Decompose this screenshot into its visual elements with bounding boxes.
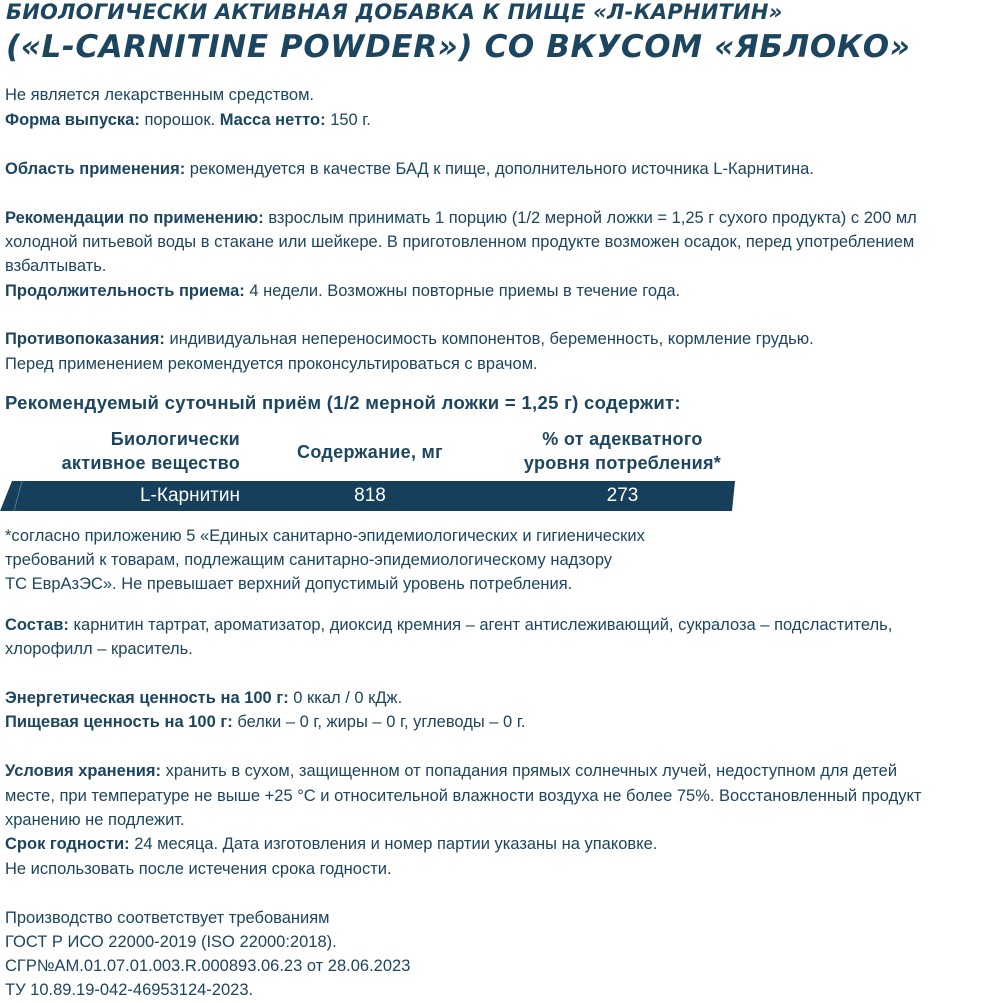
- footnote-line-3: ТС ЕврАзЭС». Не превышает верхний допустимый уровень потребления.: [5, 575, 573, 593]
- application-value: рекомендуется в качестве БАД к пище, дополнительного источника L-Карнитина.: [185, 160, 814, 178]
- shelf-life-line-2: Не использовать после истечения срока годности.: [5, 860, 392, 878]
- application-label: Область применения:: [5, 160, 186, 178]
- energy-line: [5, 686, 402, 711]
- shelf-life-label: Срок годности:: [5, 835, 130, 853]
- form-label: Форма выпуска:: [5, 111, 140, 129]
- energy-label: Энергетическая ценность на 100 г:: [5, 689, 289, 707]
- table-header-percent-line-1: % от адекватного: [542, 429, 703, 449]
- storage-text-1: хранить в сухом, защищенном от попадания прямых солнечных лучей, недоступном для детей: [161, 762, 898, 780]
- food-value-label: Пищевая ценность на 100 г:: [5, 713, 233, 731]
- recommendations-line-1: [5, 206, 917, 231]
- contraindications-text-1: индивидуальная непереносимость компонентов, беременность, кормление грудью.: [164, 330, 814, 348]
- application-line: [5, 157, 814, 182]
- table-header-substance: [30, 427, 240, 475]
- table-heading: Рекомендуемый суточный приём (1/2 мерной ложки = 1,25 г) содержит:: [5, 392, 681, 413]
- mass-value: 150 г.: [325, 111, 371, 129]
- recommendations-label: Рекомендации по применению:: [5, 209, 264, 227]
- storage-line-2: месте, при температуре не выше +25 °С и относительной влажности воздуха не более 75%. Восстановленный продукт: [5, 787, 922, 805]
- table-header-substance-line-1: Биологически: [110, 429, 240, 449]
- food-value-text: белки – 0 г, жиры – 0 г, углеводы – 0 г.: [232, 713, 526, 731]
- form-and-mass-line: [5, 108, 371, 133]
- table-header-substance-line-2: активное вещество: [61, 453, 240, 473]
- product-title-line-1: БИОЛОГИЧЕСКИ АКТИВНАЯ ДОБАВКА К ПИЩЕ «Л-КАРНИТИН»: [6, 0, 783, 24]
- table-cell-mg: 818: [354, 485, 386, 506]
- production-line-2: ГОСТ Р ИСО 22000-2019 (ISO 22000:2018).: [5, 933, 337, 951]
- composition-text-1: карнитин тартрат, ароматизатор, диоксид кремния – агент антислеживающий, сукралоза – подсластитель,: [68, 616, 893, 634]
- not-medicine-note: Не является лекарственным средством.: [5, 86, 315, 104]
- product-title-line-2: («L-CARNITINE POWDER») СО ВКУСОМ «ЯБЛОКО»: [6, 29, 911, 65]
- storage-label: Условия хранения:: [5, 762, 162, 780]
- table-header-percent-line-2: уровня потребления*: [523, 453, 722, 473]
- mass-label: Масса нетто:: [219, 111, 326, 129]
- energy-value: 0 ккал / 0 кДж.: [288, 689, 403, 707]
- recommendations-text-1: взрослым принимать 1 порцию (1/2 мерной ложки = 1,25 г сухого продукта) с 200 мл: [263, 209, 917, 227]
- production-line-3: СГР№AM.01.07.01.003.R.000893.06.23 от 28.06.2023: [5, 957, 411, 975]
- shelf-life-value: 24 месяца. Дата изготовления и номер партии указаны на упаковке.: [129, 835, 658, 853]
- shelf-life-line: [5, 832, 657, 857]
- recommendations-line-3: взбалтывать.: [5, 257, 107, 275]
- table-header-content: Содержание, мг: [297, 442, 443, 462]
- production-line-4: ТУ 10.89.19-042-46953124-2023.: [5, 981, 254, 999]
- production-line-1: Производство соответствует требованиям: [5, 909, 330, 927]
- composition-line-2: хлорофилл – краситель.: [5, 640, 193, 658]
- recommendations-line-2: холодной питьевой воды в стакане или шейкере. В приготовленном продукте возможен осадок, перед употреблением: [5, 233, 915, 251]
- table-header-percent: [500, 427, 745, 475]
- duration-label: Продолжительность приема:: [5, 282, 245, 300]
- food-value-line: [5, 710, 525, 735]
- duration-line: [5, 279, 680, 304]
- contraindications-line-1: [5, 327, 814, 352]
- table-cell-percent: 273: [606, 485, 639, 506]
- composition-line-1: [5, 613, 892, 638]
- form-value: порошок.: [139, 111, 220, 129]
- storage-line-3: хранению не подлежит.: [5, 811, 185, 829]
- storage-line-1: [5, 759, 897, 784]
- footnote-line-2: требований к товарам, подлежащим санитарно-эпидемиологическому надзору: [5, 551, 613, 569]
- footnote-line-1: *согласно приложению 5 «Единых санитарно-эпидемиологических и гигиенических: [5, 527, 645, 545]
- table-cell-substance: L-Карнитин: [139, 485, 240, 506]
- composition-label: Состав:: [5, 616, 69, 634]
- duration-value: 4 недели. Возможны повторные приемы в течение года.: [244, 282, 681, 300]
- contraindications-label: Противопоказания:: [5, 330, 165, 348]
- contraindications-line-2: Перед применением рекомендуется проконсультироваться с врачом.: [5, 355, 538, 373]
